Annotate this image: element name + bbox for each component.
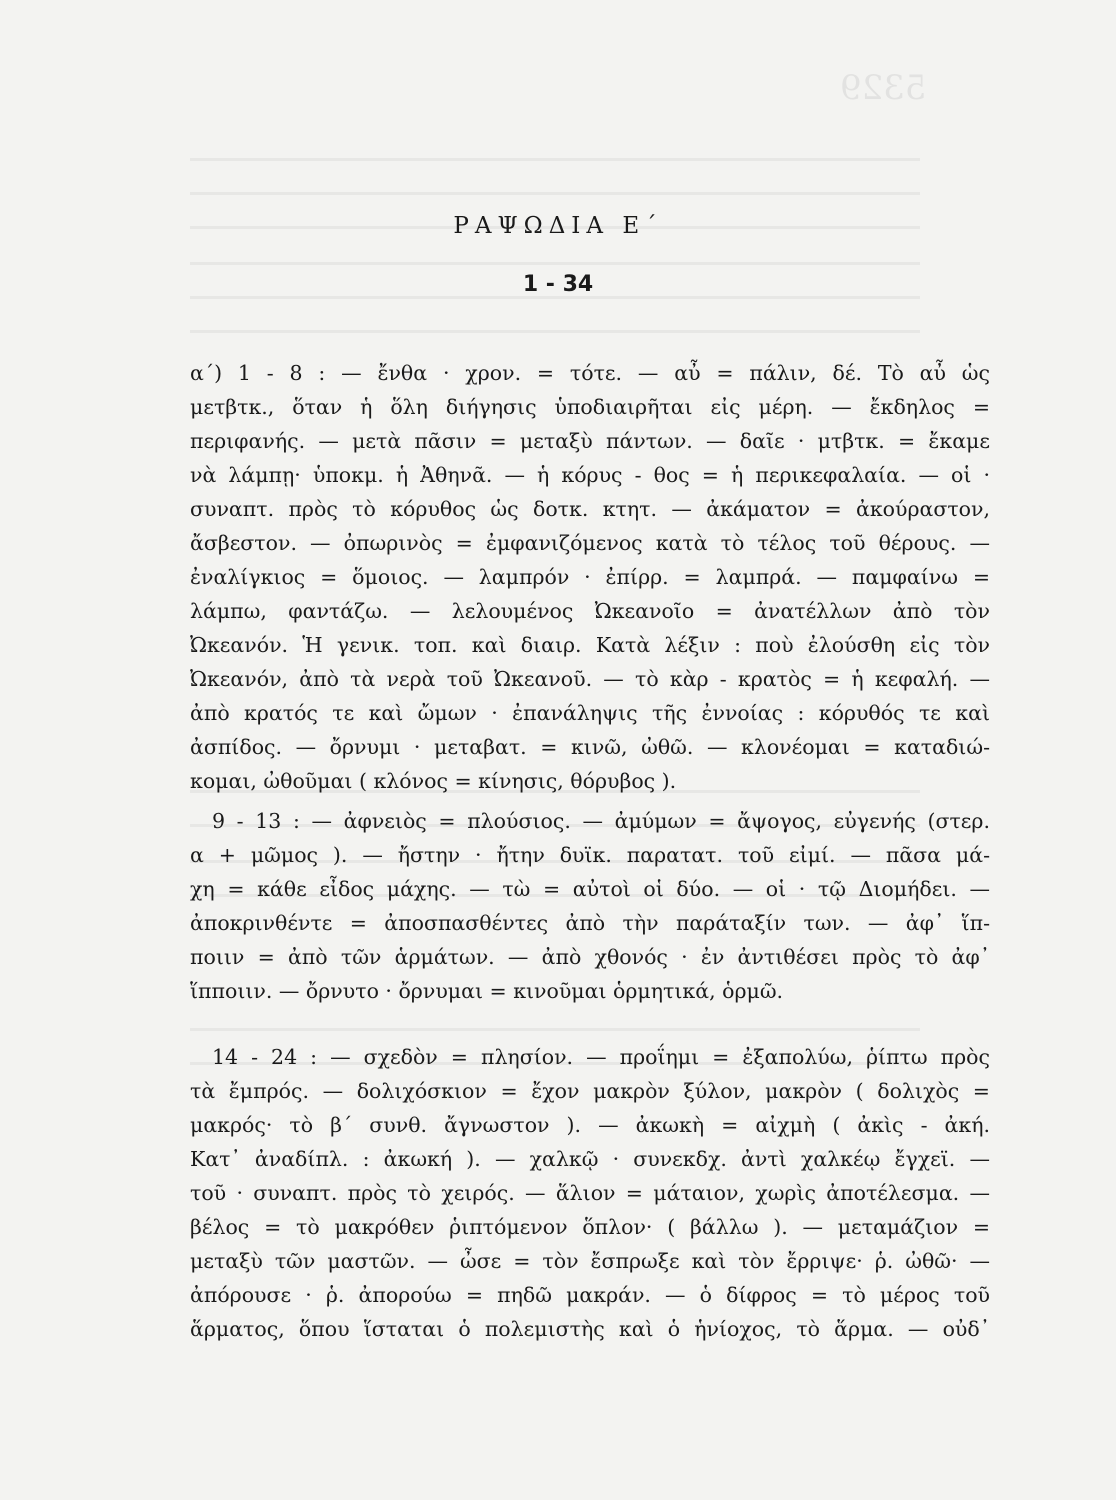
text-line: ἀπόρουσε · ῥ. ἀπορούω = πηδῶ μακράν. — ὁ δίφρος = τὸ μέρος τοῦ — [190, 1283, 990, 1307]
text-line: συναπτ. πρὸς τὸ κόρυθος ὡς δοτκ. κτητ. — ἀκάματον = ἀκούραστον, — [190, 497, 990, 521]
paragraph-9-13 — [190, 804, 990, 1008]
text-line: βέλος = τὸ μακρόθεν ῥιπτόμενον ὅπλον· ( βάλλω ). — μεταμάζιον = — [190, 1215, 990, 1239]
line-range-heading: 1 - 34 — [522, 272, 594, 297]
text-line: κομαι, ὠθοῦμαι ( κλόνος = κίνησις, θόρυβος ). — [190, 769, 677, 793]
text-line: α΄) 1 - 8 : — ἔνθα · χρον. = τότε. — αὖ = πάλιν, δέ. Τὸ αὖ ὡς — [190, 361, 990, 385]
text-line: ἅρματος, ὅπου ἵσταται ὁ πολεμιστὴς καὶ ὁ ἡνίοχος, τὸ ἅρμα. — οὐδ᾽ — [190, 1317, 990, 1341]
text-line: Κατ᾽ ἀναδίπλ. : ἀκωκή ). — χαλκῷ · συνεκδχ. ἀντὶ χαλκέῳ ἔγχεϊ. — — [190, 1147, 990, 1171]
text-line: ἵπποιιν. — ὄρνυτο · ὄρνυμαι = κινοῦμαι ὁρμητικά, ὁρμῶ. — [190, 979, 784, 1003]
page-title: ΡΑΨΩΔΙΑ Ε΄ — [453, 213, 663, 239]
text-line: 14 - 24 : — σχεδὸν = πλησίον. — προΐημι = ἐξαπολύω, ῥίπτω πρὸς — [212, 1045, 990, 1069]
text-line: ἀσπίδος. — ὄρνυμι · μεταβατ. = κινῶ, ὠθῶ. — κλονέομαι = καταδιώ- — [190, 735, 990, 759]
text-line: περιφανής. — μετὰ πᾶσιν = μεταξὺ πάντων. — δαῖε · μτβτκ. = ἔκαμε — [190, 429, 990, 453]
text-line: ποιιν = ἀπὸ τῶν ἁρμάτων. — ἀπὸ χθονός · ἐν ἀντιθέσει πρὸς τὸ ἀφ᾽ — [190, 945, 990, 969]
paragraph-14-24 — [190, 1040, 990, 1346]
text-line: τοῦ · συναπτ. πρὸς τὸ χειρός. — ἅλιον = μάταιον, χωρὶς ἀποτέλεσμα. — — [190, 1181, 990, 1205]
text-line: ἐναλίγκιος = ὅμοιος. — λαμπρόν · ἐπίρρ. = λαμπρά. — παμφαίνω = — [190, 565, 990, 589]
text-line: χη = κάθε εἶδος μάχης. — τὼ = αὐτοὶ οἱ δύο. — οἱ · τῷ Διομήδει. — — [190, 877, 990, 901]
text-line: μακρός· τὸ β΄ συνθ. ἄγνωστον ). — ἀκωκὴ = αἰχμὴ ( ἀκὶς - ἀκή. — [190, 1113, 990, 1137]
text-line: Ὠκεανόν. Ἡ γενικ. τοπ. καὶ διαιρ. Κατὰ λέξιν : ποὺ ἐλούσθη εἰς τὸν — [190, 633, 990, 657]
text-line: μεταξὺ τῶν μαστῶν. — ὦσε = τὸν ἔσπρωξε καὶ τὸν ἔρριψε· ῥ. ὠθῶ· — — [190, 1249, 990, 1273]
text-line: Ὠκεανόν, ἀπὸ τὰ νερὰ τοῦ Ὠκεανοῦ. — τὸ κὰρ - κρατὸς = ἡ κεφαλή. — — [190, 667, 990, 691]
text-line: ἄσβεστον. — ὀπωρινὸς = ἐμφανιζόμενος κατὰ τὸ τέλος τοῦ θέρους. — — [190, 531, 990, 555]
text-line: λάμπω, φαντάζω. — λελουμένος Ὠκεανοῖο = ἀνατέλλων ἀπὸ τὸν — [190, 599, 990, 623]
text-line: 9 - 13 : — ἀφνειὸς = πλούσιος. — ἀμύμων = ἄψογος, εὐγενής (στερ. — [212, 809, 990, 833]
text-line: α + μῶμος ). — ἤστην · ἤτην δυϊκ. παρατατ. τοῦ εἰμί. — πᾶσα μά- — [190, 843, 990, 867]
text-line: μετβτκ., ὅταν ἡ ὅλη διήγησις ὑποδιαιρῆται εἰς μέρη. — ἔκδηλος = — [190, 395, 990, 419]
paragraph-1-8 — [190, 356, 990, 798]
text-line: νὰ λάμπῃ· ὑποκμ. ἡ Ἀθηνᾶ. — ἡ κόρυς - θος = ἡ περικεφαλαία. — οἱ · — [190, 463, 990, 487]
text-line: ἀποκρινθέντε = ἀποσπασθέντες ἀπὸ τὴν παράταξίν των. — ἀφ᾽ ἵπ- — [190, 911, 990, 935]
text-line: ἀπὸ κρατός τε καὶ ὤμων · ἐπανάληψις τῆς ἐννοίας : κόρυθός τε καὶ — [190, 701, 990, 725]
text-line: τὰ ἔμπρός. — δολιχόσκιον = ἔχον μακρὸν ξύλον, μακρὸν ( δολιχὸς = — [190, 1079, 990, 1103]
reverse-page-number: 5329 — [840, 68, 927, 108]
